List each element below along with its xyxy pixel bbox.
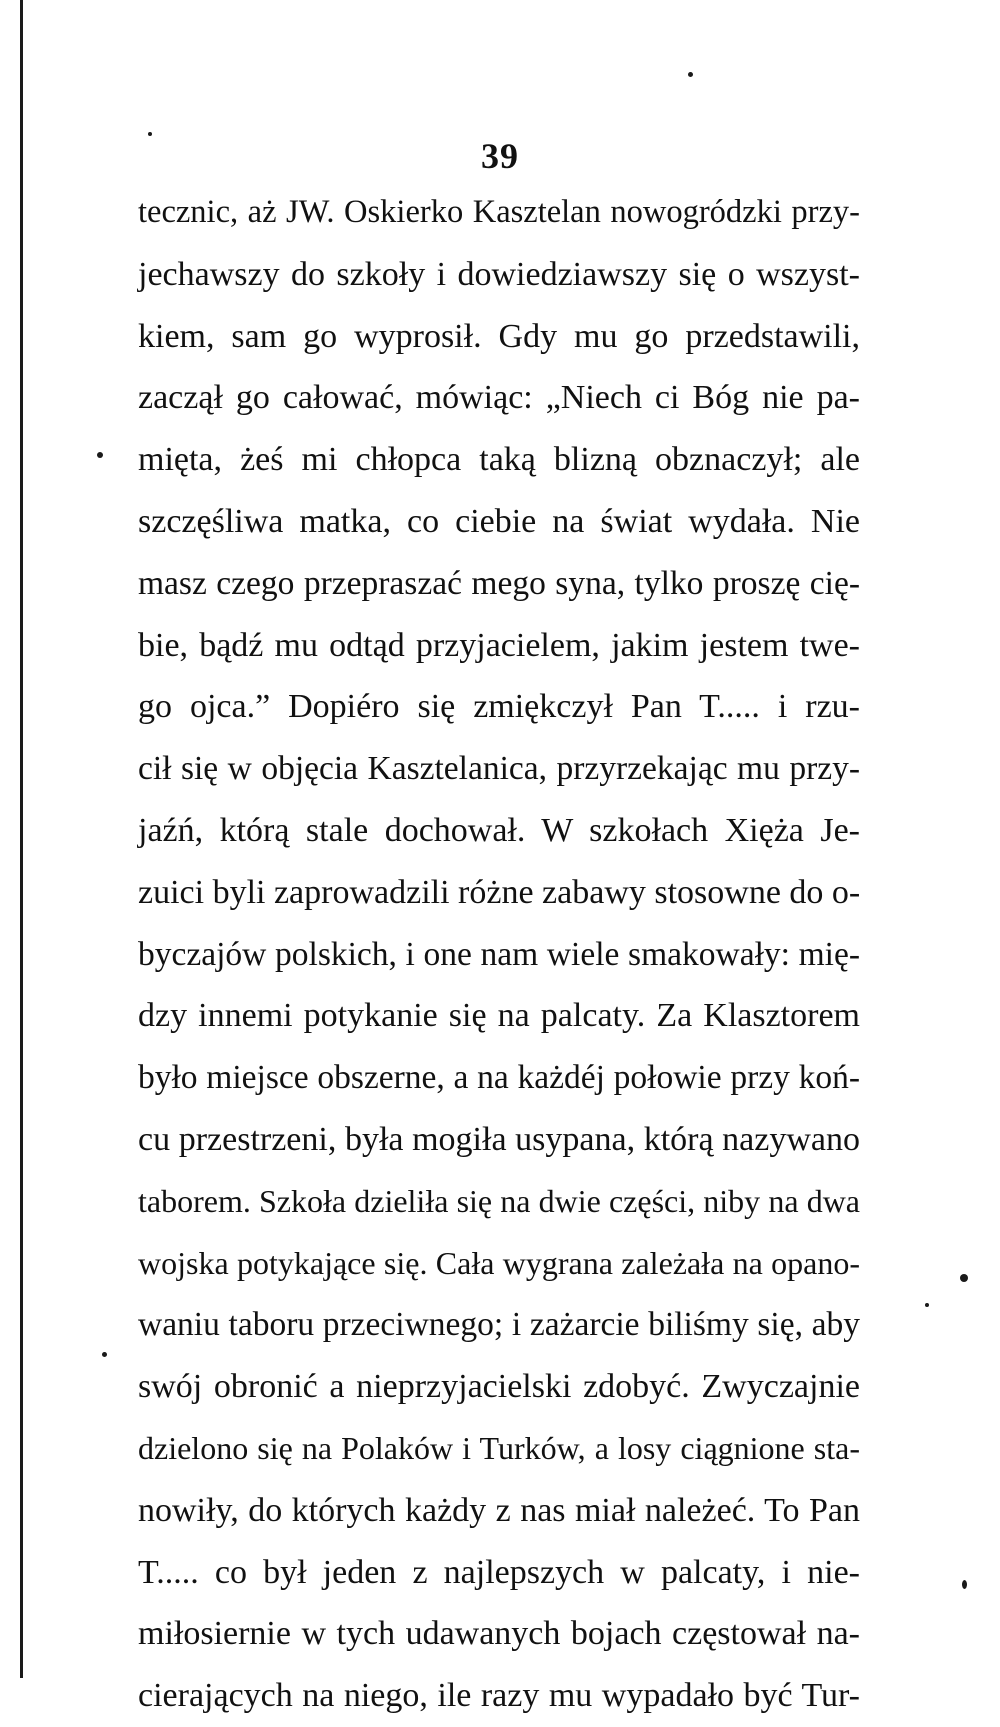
- ink-speck: [925, 1303, 929, 1307]
- text-line: bie, bądź mu odtąd przyjacielem, jakim jestem twe-: [138, 626, 860, 664]
- text-line: miłosiernie w tych udawanych bojach częstował na-: [138, 1615, 860, 1653]
- ink-speck: [97, 452, 103, 458]
- text-line: jaźń, którą stale dochował. W szkołach Xięża Je-: [138, 811, 860, 849]
- text-line: nowiły, do których każdy z nas miał należeć. To Pan: [138, 1491, 860, 1529]
- text-line: wojska potykające się. Cała wygrana zależała na opano-: [138, 1244, 860, 1281]
- text-line: cierających na niego, ile razy mu wypadało być Tur-: [138, 1677, 860, 1715]
- text-line: szczęśliwa matka, co ciebie na świat wydała. Nie: [138, 502, 860, 540]
- text-line: cił się w objęcia Kasztelanica, przyrzekając mu przy-: [138, 750, 860, 788]
- text-line: jechawszy do szkoły i dowiedziawszy się o wszyst-: [138, 255, 860, 293]
- page-number: 39: [481, 136, 519, 176]
- text-line: zaczął go całować, mówiąc: „Niech ci Bóg nie pa-: [138, 379, 860, 417]
- ink-speck: [102, 1352, 107, 1357]
- text-line: kiem, sam go wyprosił. Gdy mu go przedstawili,: [138, 317, 860, 355]
- text-line: taborem. Szkoła dzieliła się na dwie części, niby na dwa: [138, 1182, 860, 1219]
- text-line: T..... co był jeden z najlepszych w palcaty, i nie-: [138, 1553, 860, 1591]
- text-line: dzy innemi potykanie się na palcaty. Za Klasztorem: [138, 997, 860, 1035]
- text-line: mięta, żeś mi chłopca taką blizną obznaczył; ale: [138, 441, 860, 479]
- ink-speck: [960, 1274, 968, 1282]
- text-line: masz czego przepraszać mego syna, tylko proszę cię-: [138, 564, 860, 602]
- ink-speck: [688, 72, 693, 77]
- text-line: go ojca.” Dopiéro się zmiękczył Pan T..... i rzu-: [138, 688, 860, 726]
- page-edge-rule: [20, 0, 23, 1678]
- text-line: zuici byli zaprowadzili różne zabawy stosowne do o-: [138, 873, 861, 911]
- text-line: tecznic, aż JW. Oskierko Kasztelan nowogródzki przy-: [138, 194, 860, 230]
- text-line: dzielono się na Polaków i Turków, a losy ciągnione sta-: [138, 1429, 860, 1466]
- body-text: [138, 182, 860, 1727]
- text-line: było miejsce obszerne, a na każdéj połowie przy koń-: [138, 1059, 860, 1097]
- text-line: cu przestrzeni, była mogiła usypana, którą nazywano: [138, 1120, 860, 1158]
- text-line: byczajów polskich, i one nam wiele smakowały: mię-: [138, 935, 860, 973]
- ink-speck: [962, 1580, 967, 1589]
- text-line: swój obronić a nieprzyjacielski zdobyć. Zwyczajnie: [138, 1368, 860, 1406]
- text-line: waniu taboru przeciwnego; i zażarcie biliśmy się, aby: [138, 1306, 860, 1344]
